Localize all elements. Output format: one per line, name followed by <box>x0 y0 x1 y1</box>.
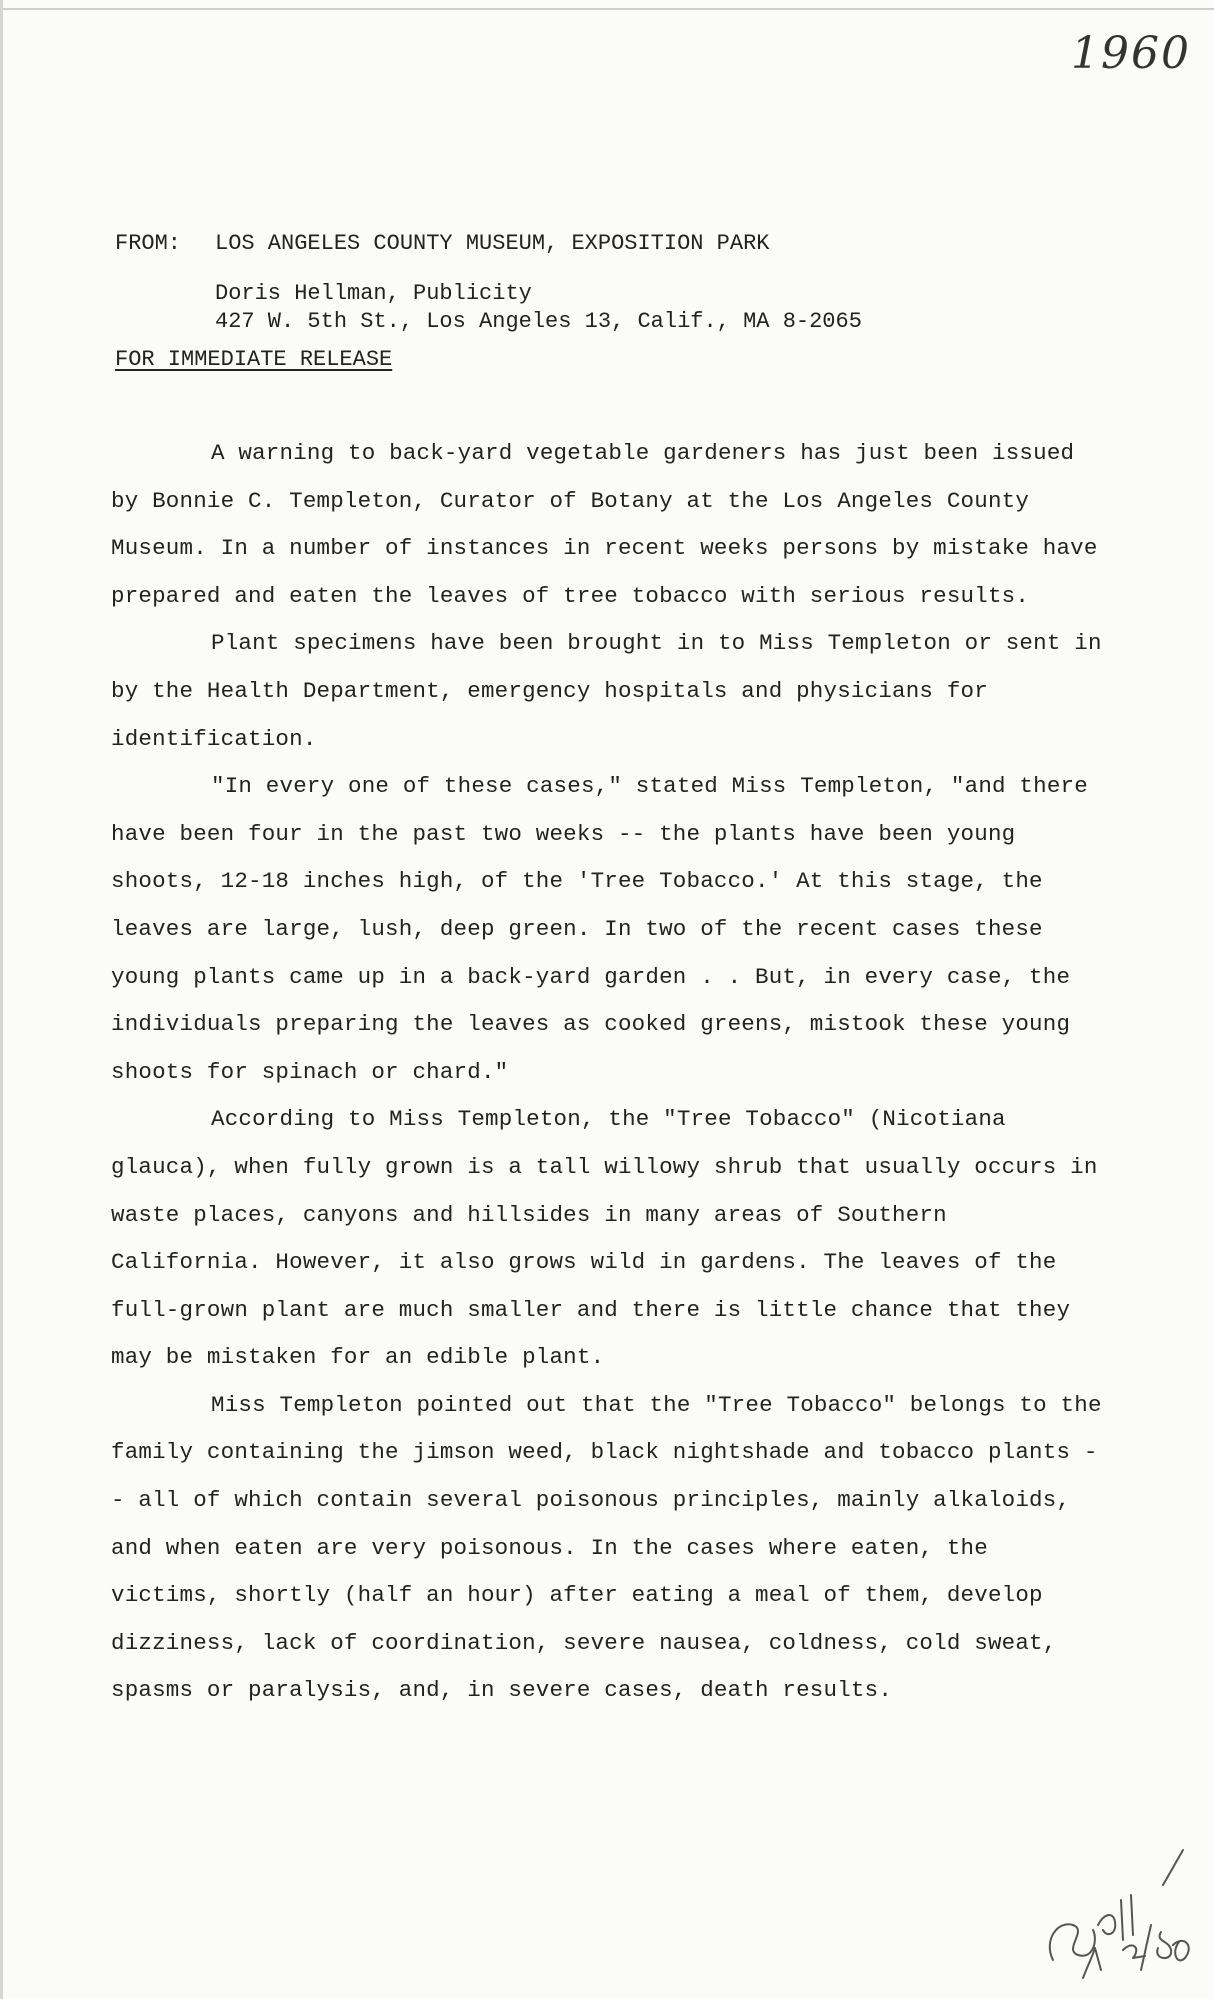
paragraph: Miss Templeton pointed out that the "Tree Tobacco" belongs to the family containing the jimson weed, black nightshade and tobacco plants -- all of which contain several poisonous principles, mainly alkaloids, and when eaten are very poisonous. In the cases where eaten, the victims, shortly (half an hour) after eating a meal of them, develop dizziness, lack of coordination, severe nausea, coldness, cold sweat, spasms or paralysis, and, in severe cases, death results. <box>111 1391 1102 1704</box>
body-text <box>111 430 1111 1715</box>
from-label: FROM: <box>115 231 182 256</box>
handwritten-date: 1960 <box>1071 28 1191 79</box>
contact-address: 427 W. 5th St., Los Angeles 13, Calif., MA 8-2065 <box>215 309 862 334</box>
paragraph: A warning to back-yard vegetable gardeners has just been issued by Bonnie C. Templeton, Curator of Botany at the Los Angeles County Museum. In a number of instances in recent weeks persons by mistake have prepared and eaten the leaves of tree tobacco with serious results. <box>111 440 1098 609</box>
paragraph: "In every one of these cases," stated Miss Templeton, "and there have been four in the past two weeks -- the plants have been young shoots, 12-18 inches high, of the 'Tree Tobacco.' At this stage, the leaves are large, lush, deep green. In two of the recent cases these young plants came up in a back-yard garden . . But, in every case, the individuals preparing the leaves as cooked greens, mistook these young shoots for spinach or chard." <box>111 773 1088 1085</box>
from-value: LOS ANGELES COUNTY MUSEUM, EXPOSITION PARK <box>215 231 770 256</box>
handwritten-signature <box>1023 1830 1203 1980</box>
contact-block <box>215 280 862 336</box>
release-notice: FOR IMMEDIATE RELEASE <box>115 347 393 372</box>
scan-edge <box>3 8 1214 10</box>
paragraph: Plant specimens have been brought in to Miss Templeton or sent in by the Health Department, emergency hospitals and physicians for identification. <box>111 630 1102 752</box>
contact-name: Doris Hellman, Publicity <box>215 281 532 306</box>
from-row <box>115 228 770 260</box>
paragraph: According to Miss Templeton, the "Tree Tobacco" (Nicotiana glauca), when fully grown is a tall willowy shrub that usually occurs in waste places, canyons and hillsides in many areas of Southern California. However, it also grows wild in gardens. The leaves of the full-grown plant are much smaller and there is little chance that they may be mistaken for an edible plant. <box>111 1106 1098 1371</box>
header <box>115 228 770 260</box>
